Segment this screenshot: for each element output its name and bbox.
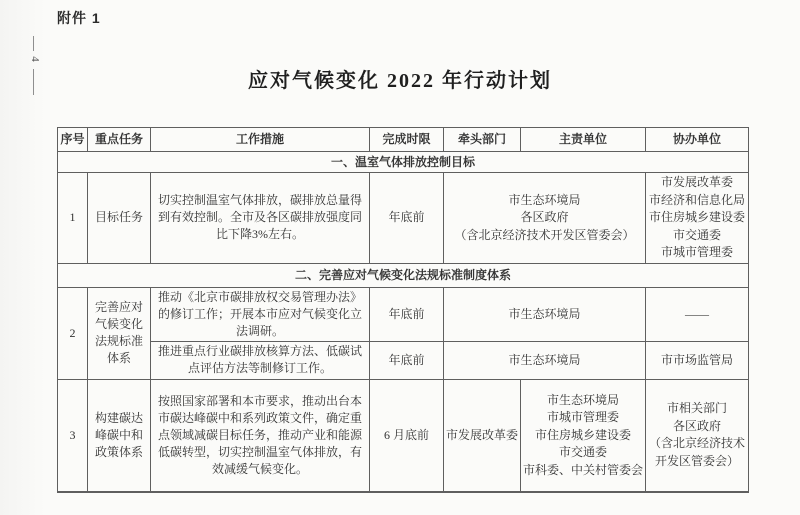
row1-lead-main-merged [444,173,646,264]
header-work-measures: 工作措施 [151,128,370,152]
unit-line: 各区政府 [520,210,569,224]
row2b-lead-main-merged: 市生态环境局 [444,341,646,379]
table-row-2b [58,341,749,379]
row1-no: 1 [58,173,88,264]
unit-line: 市相关部门 [666,401,727,416]
unit-line: 开发区管委会） [654,453,739,468]
header-no: 序号 [58,128,88,152]
table-header-row [58,128,749,152]
unit-line: 市生态环境局 [546,392,619,407]
row2a-support: —— [646,287,749,341]
unit-line: 市住房城乡建设委 [648,210,745,224]
unit-line: 市住房城乡建设委 [534,427,631,442]
row2b-deadline: 年底前 [370,341,444,379]
action-plan-table [57,127,749,493]
unit-line: 市交通委 [672,227,721,242]
row3-main [521,379,646,492]
table-row-2a [58,287,749,341]
unit-line: （含北京经济技术 [648,436,745,451]
header-lead-department: 牵头部门 [444,128,521,152]
unit-line: （含北京经济技术开发区管委会） [454,227,635,242]
unit-line: 市城市管理委 [660,245,733,259]
unit-line: 市发展改革委 [660,175,733,189]
row3-support [646,379,749,492]
row2a-deadline: 年底前 [370,287,444,341]
margin-dash-top [33,36,34,51]
row3-lead: 市发展改革委 [444,379,521,492]
row2-task: 完善应对气候变化法规标准体系 [88,287,151,379]
unit-line: 各区政府 [672,418,721,433]
table-row-3 [58,379,749,492]
row2b-measure: 推进重点行业碳排放核算方法、低碳试点评估方法等制修订工作。 [151,341,370,379]
unit-line: 市生态环境局 [508,192,581,207]
row3-deadline: 6 月底前 [370,379,444,492]
header-deadline: 完成时限 [370,128,444,152]
row3-task: 构建碳达峰碳中和政策体系 [88,379,151,492]
unit-line: 市科委、中关村管委会 [523,462,644,477]
header-key-task: 重点任务 [88,128,151,152]
unit-line: 市经济和信息化局 [648,192,745,207]
section-1-row [58,152,749,173]
document-title: 应对气候变化 2022 年行动计划 [248,70,552,92]
row2b-support: 市市场监管局 [646,341,749,379]
row2a-lead-main-merged: 市生态环境局 [444,287,646,341]
unit-line: 市城市管理委 [546,410,619,424]
row1-measure: 切实控制温室气体排放，碳排放总量得到有效控制。全市及各区碳排放强度同比下降3%左右。 [151,173,370,264]
row1-task: 目标任务 [88,173,151,264]
row1-deadline: 年底前 [370,173,444,264]
header-support-unit: 协办单位 [646,128,749,152]
margin-page-number: 4 [29,56,41,62]
table-row-1 [58,173,749,264]
row2-no: 2 [58,287,88,379]
row1-support [646,173,749,264]
row3-no: 3 [58,379,88,492]
header-main-unit: 主责单位 [521,128,646,152]
attachment-label: 附件 1 [57,10,101,26]
row2a-measure: 推动《北京市碳排放权交易管理办法》的修订工作；开展本市应对气候变化立法调研。 [151,287,370,341]
section-1-title: 一、温室气体排放控制目标 [58,152,749,173]
row3-measure: 按照国家部署和本市要求，推动出台本市碳达峰碳中和系列政策文件，确定重点领域减碳目标任务，推动产业和能源低碳转型，切实控制温室气体排放，有效减缓气候变化。 [151,379,370,492]
section-2-row [58,263,749,287]
unit-line: 市交通委 [558,445,607,459]
section-2-title: 二、完善应对气候变化法规标准制度体系 [58,263,749,287]
